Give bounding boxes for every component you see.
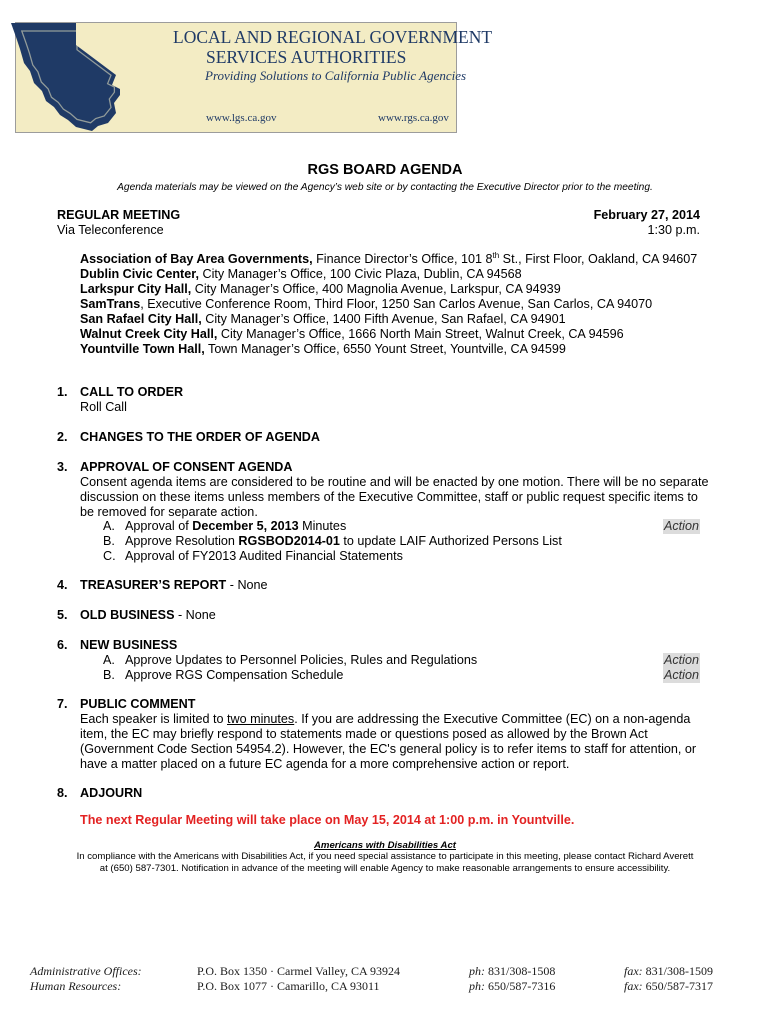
ada-line: In compliance with the Americans with Disabilities Act, if you need special assistance to participate in this meeting, please contact Richard Averett	[76, 851, 694, 862]
location-item	[80, 282, 697, 297]
footer-phones	[469, 964, 555, 994]
sub-item-text-rest: to update LAIF Authorized Persons List	[339, 534, 562, 548]
next-meeting-notice: The next Regular Meeting will take place on May 15, 2014 at 1:00 p.m. in Yountville.	[80, 813, 575, 827]
sub-item-text: Approval of FY2013 Audited Financial Statements	[125, 549, 403, 563]
item-title-suffix: - None	[174, 608, 216, 622]
page-title: RGS BOARD AGENDA	[307, 162, 463, 178]
item-number: 8.	[57, 786, 68, 800]
location-name: Dublin Civic Center,	[80, 267, 199, 281]
location-address: Finance Director’s Office, 101 8	[312, 252, 493, 266]
footer-hr-label: Human Resources:	[30, 979, 122, 993]
sub-item-letter: A.	[103, 653, 115, 667]
footer-admin-address: P.O. Box 1350 · Carmel Valley, CA 93924	[197, 964, 400, 978]
sub-item-letter: A.	[103, 519, 115, 533]
location-item	[80, 312, 697, 327]
footer-admin-fax: 831/308-1509	[645, 964, 713, 978]
item-body-line: item, the EC may briefly respond to statements made or questions posed as allowed by the Brown Act	[80, 727, 648, 741]
item-title-changes-to-order: CHANGES TO THE ORDER OF AGENDA	[80, 430, 320, 444]
sub-item-6a	[103, 653, 477, 668]
action-badge: Action	[663, 519, 699, 533]
footer-faxes	[624, 964, 713, 994]
item-title-call-to-order: CALL TO ORDER	[80, 385, 184, 399]
action-badge: Action	[663, 668, 699, 682]
location-name: Larkspur City Hall,	[80, 282, 192, 296]
location-address: , Executive Conference Room, Third Floor, 1250 San Carlos Avenue, San Carlos, CA 94070	[140, 297, 653, 311]
item-title-text: OLD BUSINESS	[80, 608, 175, 622]
item-title-adjourn: ADJOURN	[80, 786, 143, 800]
location-item	[80, 327, 697, 342]
meeting-type: REGULAR MEETING	[57, 208, 181, 222]
sub-item-text: Approval of	[125, 519, 193, 533]
location-address: City Manager’s Office, 1666 North Main Street, Walnut Creek, CA 94596	[217, 327, 624, 341]
fax-label: fax:	[624, 979, 643, 993]
item-body-roll-call: Roll Call	[80, 400, 127, 414]
location-name: Walnut Creek City Hall,	[80, 327, 218, 341]
item-title-public-comment: PUBLIC COMMENT	[80, 697, 196, 711]
sub-item-letter: B.	[103, 534, 115, 548]
item-number: 5.	[57, 608, 68, 622]
location-item	[80, 252, 697, 267]
item-number: 3.	[57, 460, 68, 474]
location-list	[80, 252, 697, 357]
sub-item-text: Approve Resolution	[125, 534, 239, 548]
item-body-line: have a matter placed on a future EC agenda for a more comprehensive action or report.	[80, 757, 570, 771]
body-text: Each speaker is limited to	[80, 712, 227, 726]
item-title-consent-agenda: APPROVAL OF CONSENT AGENDA	[80, 460, 293, 474]
org-name-line1: LOCAL AND REGIONAL GOVERNMENT	[173, 27, 493, 47]
sub-item-6b	[103, 668, 343, 683]
footer-labels	[30, 964, 142, 994]
sub-item-3a	[103, 519, 346, 534]
org-tagline: Providing Solutions to California Public Agencies	[205, 68, 467, 83]
location-address: City Manager’s Office, 100 Civic Plaza, Dublin, CA 94568	[198, 267, 522, 281]
body-text-rest: . If you are addressing the Executive Committee (EC) on a non-agenda	[294, 712, 691, 726]
item-title-text: TREASURER’S REPORT	[80, 578, 227, 592]
item-body-line	[80, 712, 710, 727]
sub-item-text: Approve Updates to Personnel Policies, Rules and Regulations	[125, 653, 478, 667]
item-title-old-business	[80, 608, 216, 623]
ada-notice	[0, 851, 770, 875]
action-badge: Action	[663, 653, 699, 667]
item-body-line: (Government Code Section 54954.2). However, the EC's general policy is to refer items to staff for attention, or	[80, 742, 697, 756]
sub-item-letter: C.	[103, 549, 116, 563]
location-name: SamTrans	[80, 297, 141, 311]
item-number: 2.	[57, 430, 68, 444]
location-item	[80, 267, 697, 282]
page-subtitle: Agenda materials may be viewed on the Agency’s web site or by contacting the Executive Director prior to the meeting.	[117, 182, 653, 193]
sub-item-3c	[103, 549, 403, 564]
sub-item-3b	[103, 534, 562, 549]
rgs-website-link[interactable]: www.rgs.ca.gov	[378, 112, 449, 124]
sub-item-text-rest: Minutes	[298, 519, 347, 533]
sub-item-date: December 5, 2013	[192, 519, 299, 533]
location-superscript: th	[492, 250, 500, 260]
ada-line: at (650) 587-7301. Notification in advance of the meeting will enable Agency to make reasonable arrangements to ensure accessibility.	[99, 863, 671, 874]
item-body-line: be removed for separate action.	[80, 505, 258, 519]
letterhead-banner	[15, 22, 493, 133]
location-name: San Rafael City Hall,	[80, 312, 202, 326]
ada-heading: Americans with Disabilities Act	[314, 840, 456, 851]
meeting-time: 1:30 p.m.	[647, 223, 700, 237]
meeting-date: February 27, 2014	[593, 208, 700, 222]
fax-label: fax:	[624, 964, 643, 978]
phone-label: ph:	[469, 964, 485, 978]
item-title-new-business: NEW BUSINESS	[80, 638, 178, 652]
meeting-mode: Via Teleconference	[57, 223, 164, 237]
location-address: Town Manager’s Office, 6550 Yount Street, Yountville, CA 94599	[204, 342, 566, 356]
location-name: Association of Bay Area Governments,	[80, 252, 313, 266]
location-item	[80, 297, 697, 312]
california-map-icon	[16, 23, 176, 134]
sub-item-text: Approve RGS Compensation Schedule	[125, 668, 344, 682]
location-name: Yountville Town Hall,	[80, 342, 205, 356]
lgs-website-link[interactable]: www.lgs.ca.gov	[206, 112, 277, 124]
item-body-line: Consent agenda items are considered to be routine and will be enacted by one motion. There will be no separate	[80, 475, 709, 489]
item-number: 6.	[57, 638, 68, 652]
org-name-line2: SERVICES AUTHORITIES	[206, 47, 407, 67]
footer-hr-fax: 650/587-7317	[645, 979, 713, 993]
time-limit-text: two minutes	[227, 712, 295, 726]
location-address: City Manager’s Office, 400 Magnolia Avenue, Larkspur, CA 94939	[191, 282, 561, 296]
location-item	[80, 342, 697, 357]
sub-item-letter: B.	[103, 668, 115, 682]
footer-hr-address: P.O. Box 1077 · Camarillo, CA 93011	[197, 979, 380, 993]
sub-item-resolution: RGSBOD2014-01	[238, 534, 340, 548]
footer-admin-phone: 831/308-1508	[488, 964, 556, 978]
meeting-datetime	[594, 208, 700, 238]
footer-admin-label: Administrative Offices:	[30, 964, 142, 978]
item-title-suffix: - None	[226, 578, 268, 592]
item-number: 4.	[57, 578, 68, 592]
footer-hr-phone: 650/587-7316	[488, 979, 556, 993]
item-number: 7.	[57, 697, 68, 711]
phone-label: ph:	[469, 979, 485, 993]
item-number: 1.	[57, 385, 68, 399]
item-body-line: discussion on these items unless members of the Executive Committee, staff or public request specific items to	[80, 490, 698, 504]
location-address-rest: St., First Floor, Oakland, CA 94607	[499, 252, 698, 266]
footer-addresses	[197, 964, 400, 994]
location-address: City Manager’s Office, 1400 Fifth Avenue, San Rafael, CA 94901	[201, 312, 566, 326]
item-title-treasurers-report	[80, 578, 268, 593]
meeting-info	[57, 208, 180, 238]
